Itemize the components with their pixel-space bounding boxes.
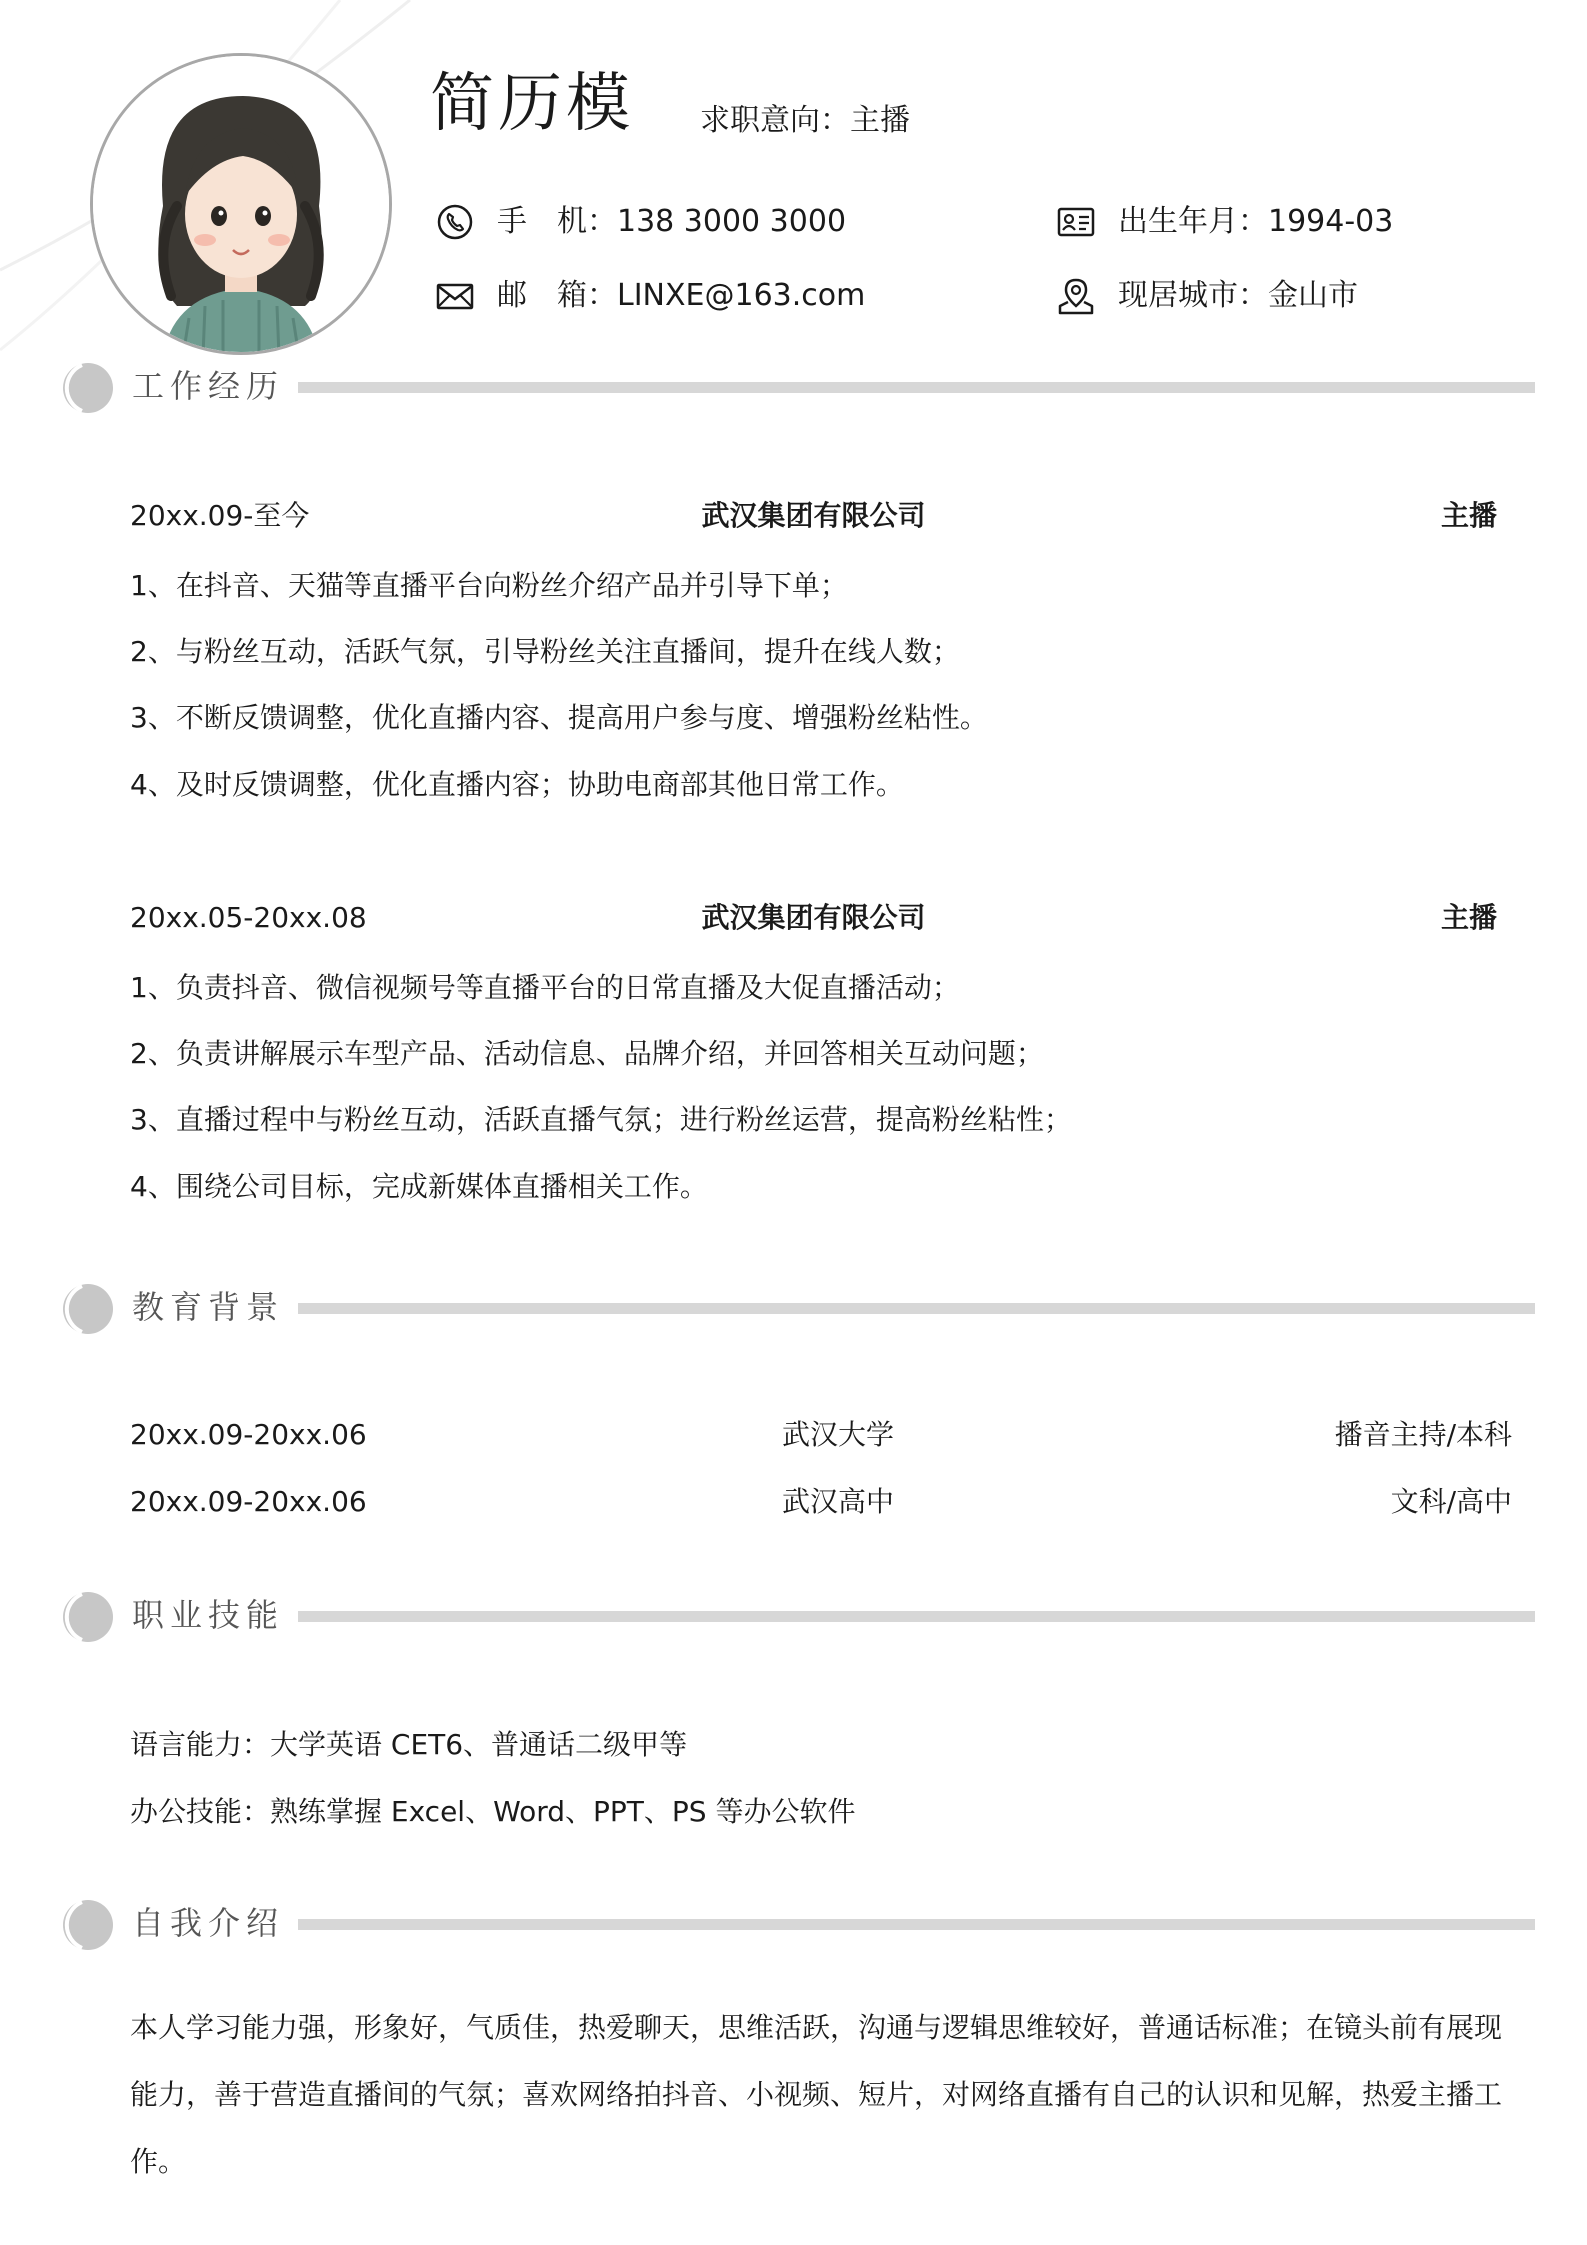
section-skills-header bbox=[60, 1589, 1535, 1645]
education-major: 文科/高中 bbox=[1390, 1485, 1512, 1518]
job-intent-value: 主播 bbox=[850, 103, 910, 138]
section-circle-icon bbox=[60, 1897, 116, 1953]
job-1-duty: 1、在抖音、天猫等直播平台向粉丝介绍产品并引导下单； bbox=[130, 569, 848, 602]
skill-office: 办公技能：熟练掌握 Excel、Word、PPT、PS 等办公软件 bbox=[130, 1795, 856, 1828]
job-intent bbox=[700, 103, 910, 138]
location-icon bbox=[1056, 276, 1096, 316]
section-divider bbox=[298, 1919, 1535, 1930]
id-card-icon bbox=[1056, 202, 1096, 242]
section-divider bbox=[298, 1303, 1535, 1314]
job-2-company: 武汉集团有限公司 bbox=[701, 901, 926, 934]
job-1-duty: 4、及时反馈调整，优化直播内容；协助电商部其他日常工作。 bbox=[130, 768, 904, 801]
job-1-role: 主播 bbox=[1440, 499, 1497, 532]
section-divider bbox=[298, 1611, 1535, 1622]
phone-value: 138 3000 3000 bbox=[617, 204, 847, 239]
section-divider bbox=[298, 382, 1535, 393]
section-circle-icon bbox=[60, 1589, 116, 1645]
birth-row bbox=[1056, 202, 1393, 242]
section-education-title: 教育背景 bbox=[132, 1288, 285, 1326]
email-label: 邮 箱： bbox=[497, 278, 617, 313]
email-row bbox=[435, 276, 865, 316]
phone-label: 手 机： bbox=[497, 204, 617, 239]
birth-label: 出生年月： bbox=[1118, 204, 1268, 239]
email-value: LINXE@163.com bbox=[617, 278, 866, 313]
job-2-duty: 2、负责讲解展示车型产品、活动信息、品牌介绍，并回答相关互动问题； bbox=[130, 1037, 1044, 1070]
section-skills-title: 职业技能 bbox=[132, 1596, 285, 1634]
mail-icon bbox=[435, 276, 475, 316]
job-2-role: 主播 bbox=[1440, 901, 1497, 934]
section-circle-icon bbox=[60, 360, 116, 416]
section-work-title: 工作经历 bbox=[132, 367, 285, 405]
job-2-duty: 4、围绕公司目标，完成新媒体直播相关工作。 bbox=[130, 1170, 708, 1203]
education-row bbox=[130, 1486, 1512, 1518]
birth-value: 1994-03 bbox=[1268, 204, 1394, 239]
job-1-company: 武汉集团有限公司 bbox=[701, 499, 926, 532]
city-label: 现居城市： bbox=[1118, 278, 1268, 313]
section-education-header bbox=[60, 1281, 1535, 1337]
job-2-duty: 3、直播过程中与粉丝互动，活跃直播气氛；进行粉丝运营，提高粉丝粘性； bbox=[130, 1103, 1072, 1136]
avatar bbox=[90, 53, 392, 355]
phone-row bbox=[435, 202, 846, 242]
education-major: 播音主持/本科 bbox=[1334, 1418, 1512, 1451]
skill-language: 语言能力：大学英语 CET6、普通话二级甲等 bbox=[130, 1728, 688, 1761]
job-1-date: 20xx.09-至今 bbox=[130, 499, 310, 532]
phone-icon bbox=[435, 202, 475, 242]
job-1-header bbox=[130, 500, 1497, 532]
section-intro-header bbox=[60, 1897, 1535, 1953]
section-intro-title: 自我介绍 bbox=[132, 1904, 285, 1942]
job-2-date: 20xx.05-20xx.08 bbox=[130, 901, 367, 934]
city-value: 金山市 bbox=[1268, 278, 1358, 313]
job-1-duty: 3、不断反馈调整，优化直播内容、提高用户参与度、增强粉丝粘性。 bbox=[130, 701, 988, 734]
education-date: 20xx.09-20xx.06 bbox=[130, 1418, 367, 1451]
education-school: 武汉高中 bbox=[782, 1485, 895, 1518]
job-intent-label: 求职意向： bbox=[700, 103, 850, 138]
education-date: 20xx.09-20xx.06 bbox=[130, 1485, 367, 1518]
section-circle-icon bbox=[60, 1281, 116, 1337]
job-2-header bbox=[130, 902, 1497, 934]
education-row bbox=[130, 1419, 1512, 1451]
city-row bbox=[1056, 276, 1358, 316]
avatar-illustration bbox=[93, 56, 389, 352]
job-1-duty: 2、与粉丝互动，活跃气氛，引导粉丝关注直播间，提升在线人数； bbox=[130, 635, 960, 668]
education-school: 武汉大学 bbox=[782, 1418, 895, 1451]
section-work-header bbox=[60, 360, 1535, 416]
job-2-duty: 1、负责抖音、微信视频号等直播平台的日常直播及大促直播活动； bbox=[130, 971, 960, 1004]
self-intro-text: 本人学习能力强，形象好，气质佳，热爱聊天，思维活跃，沟通与逻辑思维较好，普通话标准；在镜头前有展现能力，善于营造直播间的气氛；喜欢网络拍抖音、小视频、短片，对网络直播有自己的认识和见解，热爱主播工作。 bbox=[130, 2011, 1503, 2178]
name-heading: 简历模 bbox=[430, 67, 634, 141]
